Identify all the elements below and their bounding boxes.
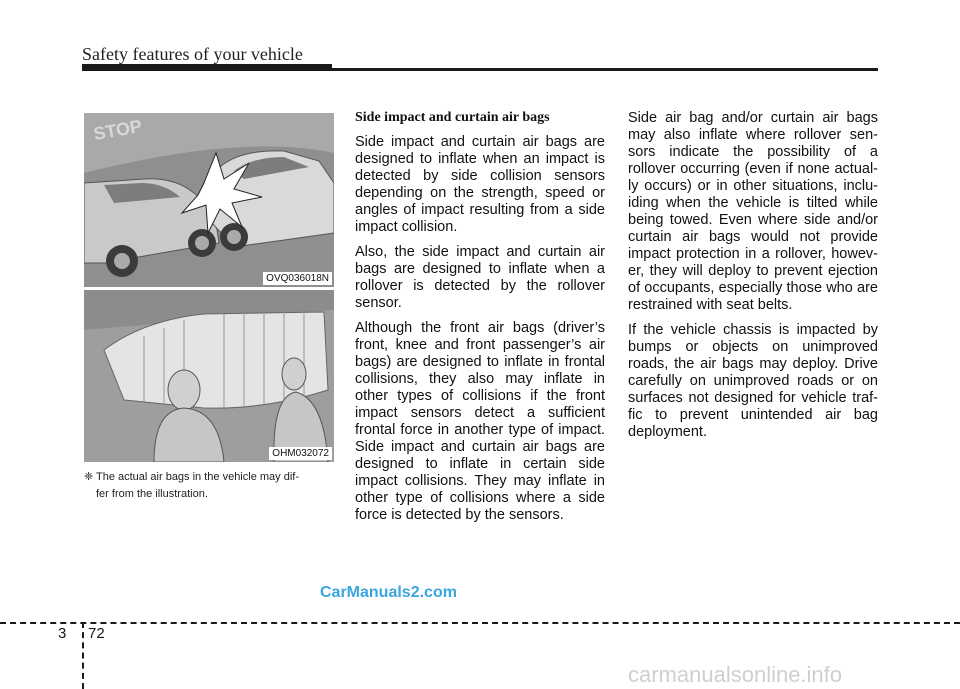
paragraph: Also, the side impact and curtain air bags are designed to inflate when a rollover is detected by the rollover sensor.	[355, 244, 605, 311]
footer-divider	[82, 622, 84, 689]
section-heading: Side impact and curtain air bags	[355, 110, 550, 125]
paragraph: Side impact and curtain air bags are designed to inflate when an impact is detected by side collision sensors depending on the strength, speed or angles of impact resulting from a side impact collision.	[355, 134, 605, 235]
text-column-right	[628, 110, 878, 449]
paragraph: Although the front air bags (driver’s front, knee and front passenger’s air bags) are designed to inflate in frontal collisions, they also may inflate in other types of collisions if the front impact sensors detect a sufficient frontal force in another type of impact. Side impact and curtain air bags are designed to inflate in certain side impact collisions. They may inflate in other type of collisions where a side force is detected by the sensors.	[355, 320, 605, 523]
carmanuals-watermark[interactable]: CarManuals2.com	[320, 584, 457, 601]
svg-text:STOP: STOP	[92, 115, 144, 145]
paragraph: Side air bag and/or curtain air bags may also inflate where rollover sen-sors indicate the possibility of a rollover occurring (even if none actual-ly occurs) or in other situations, inclu-iding when the vehicle is tilted while being towed. Even where side and/or curtain air bags would not provide impact protection in a rollover, howev-er, they will deploy to prevent ejection of occupants, especially those who are restrained with seat belts.	[628, 110, 878, 313]
figure-side-impact	[84, 113, 334, 287]
page-number: 72	[88, 625, 105, 642]
figure-code: OVQ036018N	[263, 272, 332, 285]
text-column-middle	[355, 110, 605, 532]
car-side-impact-illustration	[84, 113, 334, 287]
header-rule	[82, 68, 878, 71]
note-mark: ❈	[84, 471, 94, 483]
paragraph: If the vehicle chassis is impacted by bumps or objects on unimproved roads, the air bags may deploy. Drive carefully on unimproved roads or on surfaces not designed for vehicle traf-fic to prevent unintended air bag deployment.	[628, 322, 878, 440]
chapter-number: 3	[58, 625, 67, 642]
curtain-airbag-illustration	[84, 290, 334, 462]
page-header-title: Safety features of your vehicle	[82, 44, 303, 64]
footer-rule	[0, 622, 960, 624]
figure-code: OHM032072	[269, 447, 332, 460]
figure-curtain-airbag	[84, 290, 334, 462]
note-line-1: The actual air bags in the vehicle may dif-	[96, 471, 299, 483]
figure-note	[84, 469, 334, 503]
note-line-2: fer from the illustration.	[96, 488, 208, 500]
site-watermark[interactable]: carmanualsonline.info	[628, 662, 843, 687]
